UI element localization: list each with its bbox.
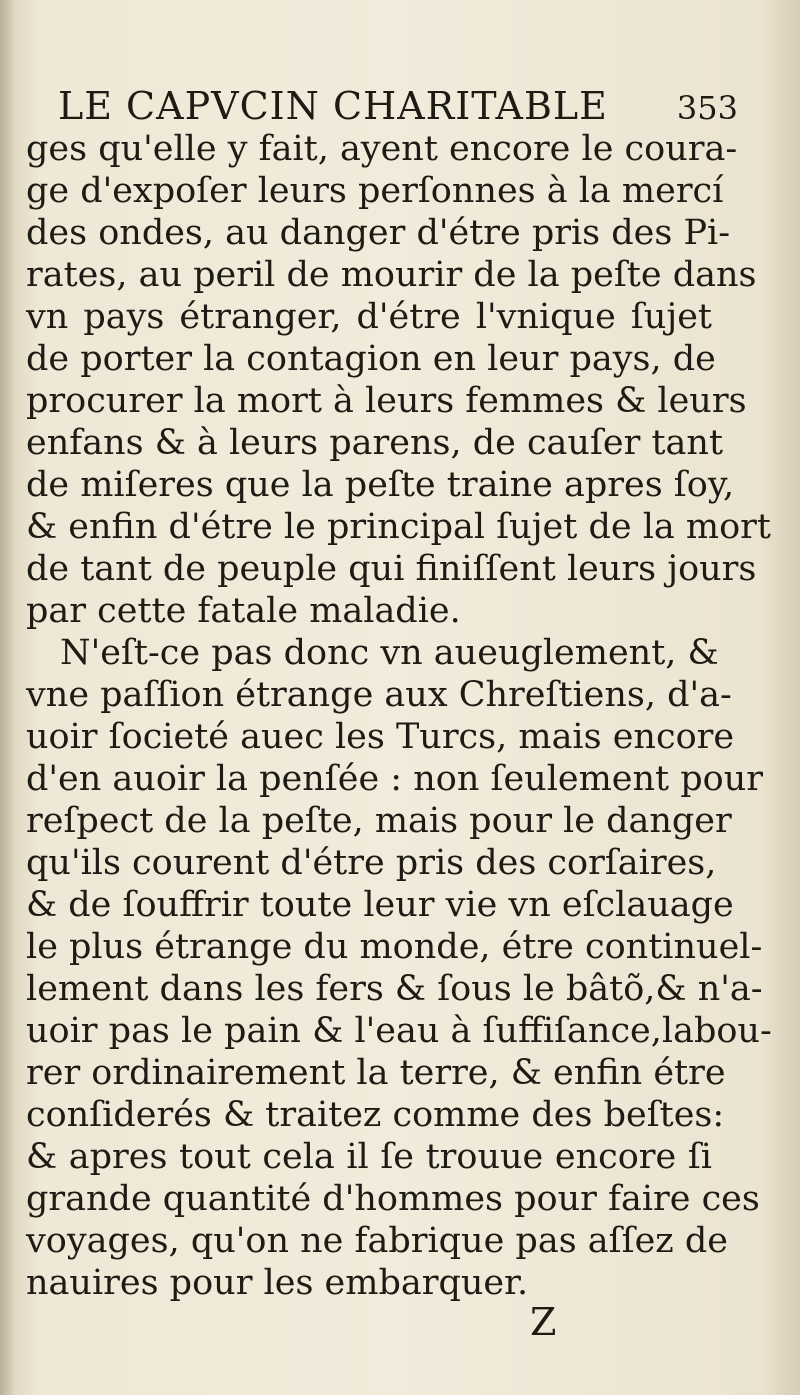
page-gutter-shadow	[0, 0, 14, 1395]
text-line: rer ordinairement la terre, & enfin étre	[26, 1053, 726, 1093]
text-line: & enfin d'étre le principal ſujet de la mort	[26, 507, 771, 547]
text-line: ges qu'elle y fait, ayent encore le coura-	[26, 129, 738, 169]
text-line: conſiderés & traitez comme des beſtes:	[26, 1095, 725, 1135]
running-title: LE CAPVCIN CHARITABLE	[58, 84, 608, 128]
text-line: grande quantité d'hommes pour faire ces	[26, 1179, 760, 1219]
text-line: lement dans les fers & ſous le bâtõ,& n'a-	[26, 969, 763, 1009]
body-text	[26, 128, 772, 1304]
text-line: N'eſt-ce pas donc vn aueuglement, &	[60, 633, 719, 673]
text-line: rates, au peril de mourir de la peſte dans	[26, 255, 757, 295]
text-line: voyages, qu'on ne fabrique pas aſſez de	[26, 1221, 728, 1261]
text-line: qu'ils courent d'étre pris des corſaires,	[26, 843, 717, 883]
text-line: vn pays étranger, d'étre l'vnique ſujet	[26, 297, 712, 337]
page-header	[58, 82, 738, 130]
text-line: reſpect de la peſte, mais pour le danger	[26, 801, 732, 841]
text-line: procurer la mort à leurs femmes & leurs	[26, 381, 747, 421]
signature-mark: Z	[530, 1300, 557, 1344]
text-line: ge d'expoſer leurs perſonnes à la mercí	[26, 171, 724, 211]
text-line: & apres tout cela il ſe trouue encore ſi	[26, 1137, 712, 1177]
text-line: uoir ſocieté auec les Turcs, mais encore	[26, 717, 735, 757]
text-line: vne paſſion étrange aux Chreſtiens, d'a-	[26, 675, 732, 715]
text-line: & de ſouffrir toute leur vie vn eſclauage	[26, 885, 734, 925]
text-line: de porter la contagion en leur pays, de	[26, 339, 716, 379]
text-line: nauires pour les embarquer.	[26, 1263, 529, 1303]
text-line: enfans & à leurs parens, de cauſer tant	[26, 423, 724, 463]
text-line: des ondes, au danger d'étre pris des Pi-	[26, 213, 731, 253]
text-line: par cette fatale maladie.	[26, 591, 461, 631]
text-line: de miſeres que la peſte traine apres ſoy,	[26, 465, 735, 505]
text-line: d'en auoir la penſée : non ſeulement pour	[26, 759, 763, 799]
text-line: uoir pas le pain & l'eau à ſuffiſance,labou-	[26, 1011, 772, 1051]
text-line: le plus étrange du monde, étre continuel-	[26, 927, 763, 967]
text-line: de tant de peuple qui finiſſent leurs jours	[26, 549, 757, 589]
page-number: 353	[676, 89, 738, 127]
